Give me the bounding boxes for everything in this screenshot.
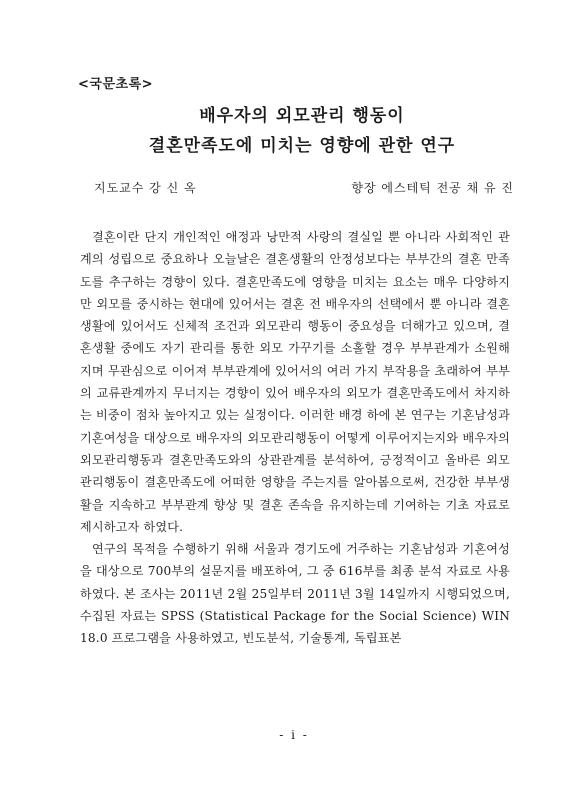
advisor-name: 지도교수 강 신 옥: [94, 181, 197, 195]
abstract-body: [80, 226, 510, 650]
page-number: - i -: [279, 728, 309, 742]
thesis-title-line-2: 결혼만족도에 미치는 영향에 관한 연구: [148, 136, 456, 156]
abstract-paragraph-1: 결혼이란 단지 개인적인 애정과 낭만적 사랑의 결실일 뿐 아니라 사회적인 관계의 성립으로 중요하나 오늘날은 결혼생활의 안정성보다는 부부간의 결혼 만족도를 추구하는 경향이 있다. 결혼만족도에 영향을 미치는 요소는 매우 다양하지만 외모를 중시하는 현대에 있어서는 결혼 전 배우자의 선택에서 뿐 아니라 결혼생활에 있어서도 신체적 조건과 외모관리 행동이 중요성을 더해가고 있으며, 결혼생활 중에도 자기 관리를 통한 외모 가꾸기를 소홀할 경우 부부관계가 소원해지며 무관심으로 이어져 부부관계에 있어서의 여러 가지 부작용을 초래하여 부부의 교류관계까지 무너지는 경향이 있어 배우자의 외모가 결혼만족도에서 차지하는 비중이 점차 높아지고 있는 실정이다. 이러한 배경 하에 본 연구는 기혼남성과 기혼여성을 대상으로 배우자의 외모관리행동이 어떻게 이루어지는지와 배우자의 외모관리행동과 결혼만족도와의 상관관계를 분석하여, 긍정적이고 올바른 외모관리행동이 결혼만족도에 어떠한 영향을 주는지를 알아봄으로써, 건강한 부부생활을 지속하고 부부관계 향상 및 결혼 존속을 유지하는데 기여하는 기초 자료로 제시하고자 하였다.: [80, 230, 510, 534]
abstract-paragraph-2: 연구의 목적을 수행하기 위해 서울과 경기도에 거주하는 기혼남성과 기혼여성을 대상으로 700부의 설문지를 배포하여, 그 중 616부를 최종 분석 자료로 사용하였다. 본 조사는 2011년 2월 25일부터 2011년 3월 14일까지 시행되었으며, 수집된 자료는 SPSS (Statistical Package for the Social Science) WIN 18.0 프로그램을 사용하였고, 빈도분석, 기술통계, 독립표본: [80, 542, 510, 646]
author-row: [94, 179, 514, 196]
thesis-title-line-1: 배우자의 외모관리 행동이: [199, 106, 405, 126]
student-name: 향장 에스테틱 전공 채 유 진: [351, 181, 514, 195]
abstract-section-label: <국문초록>: [78, 77, 154, 92]
